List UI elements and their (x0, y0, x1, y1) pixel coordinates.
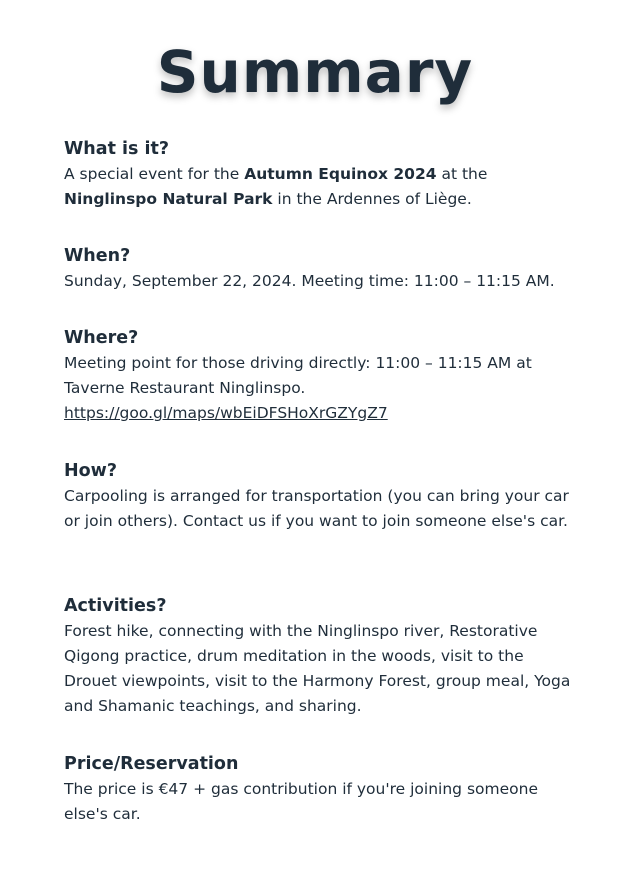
section-heading-when: When? (64, 246, 131, 266)
section-heading-price: Price/Reservation (64, 754, 239, 774)
section-text-when: Sunday, September 22, 2024. Meeting time: 11:00 – 11:15 AM. (64, 272, 555, 290)
section-text-activities: Forest hike, connecting with the Ninglinspo river, Restorative Qigong practice, drum meditation in the woods, visit to the Drouet viewpoints, visit to the Harmony Forest, group meal, Yoga and Shamanic teachings, and sharing. (64, 622, 571, 715)
park-name: Ninglinspo Natural Park (64, 190, 273, 208)
section-heading-what: What is it? (64, 139, 170, 159)
section-where (64, 327, 580, 426)
section-heading-activities: Activities? (64, 596, 167, 616)
section-what-is-it (64, 138, 580, 212)
section-activities (64, 595, 580, 719)
section-heading-where: Where? (64, 328, 139, 348)
section-text-price: The price is €47 + gas contribution if you're joining someone else's car. (64, 780, 538, 823)
section-text-what (64, 162, 580, 212)
page-title: Summary (156, 38, 474, 106)
section-how (64, 460, 580, 534)
section-price (64, 753, 580, 827)
section-heading-how: How? (64, 461, 117, 481)
section-text-where: Meeting point for those driving directly: 11:00 – 11:15 AM at Taverne Restaurant Ninglinspo. (64, 354, 532, 397)
what-end: in the Ardennes of Liège. (272, 190, 472, 208)
what-mid: at the (436, 165, 488, 183)
section-when (64, 245, 580, 294)
section-text-how: Carpooling is arranged for transportation (you can bring your car or join others). Contact us if you want to join someone else's car. (64, 487, 569, 530)
maps-link[interactable]: https://goo.gl/maps/wbEiDFSHoXrGZYgZ7 (64, 404, 388, 422)
event-name: Autumn Equinox 2024 (244, 165, 437, 183)
what-intro: A special event for the (64, 165, 245, 183)
